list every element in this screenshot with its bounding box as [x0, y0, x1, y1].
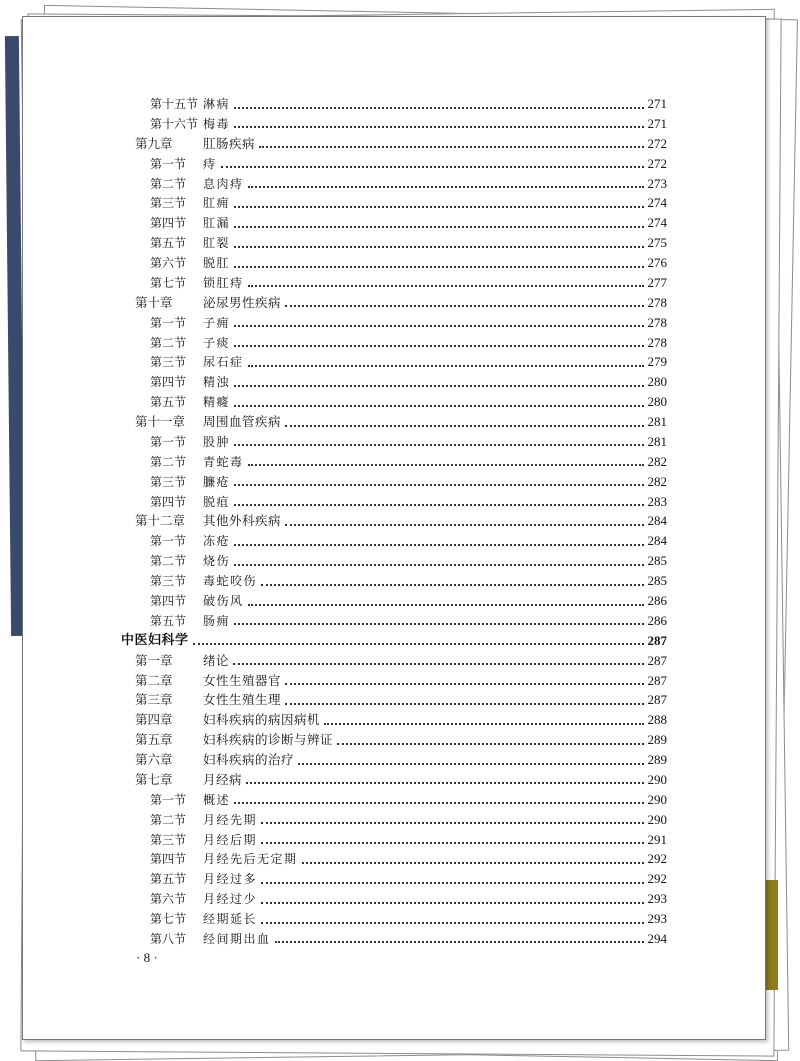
toc-entry-title: 概述 — [203, 792, 231, 807]
toc-entry — [150, 811, 667, 829]
toc-entry-page: 273 — [647, 175, 667, 191]
toc-entry-page: 278 — [647, 314, 667, 330]
toc-entry-page: 293 — [647, 891, 667, 907]
toc-entry — [150, 234, 667, 252]
dot-leader — [302, 861, 644, 864]
dot-leader — [234, 543, 643, 546]
toc-entry-title: 周围血管疾病 — [203, 414, 282, 430]
toc-entry-page: 294 — [647, 930, 667, 946]
toc-entry-title: 经期延长 — [203, 912, 258, 927]
toc-entry-page: 279 — [647, 354, 667, 370]
toc-entry-page: 288 — [647, 712, 667, 728]
toc-entry-title: 息肉痔 — [203, 176, 244, 191]
toc-entry-title: 精癃 — [203, 395, 231, 410]
toc-entry-page: 281 — [647, 433, 667, 449]
dot-leader — [285, 304, 643, 307]
toc-entry-page: 271 — [647, 115, 667, 131]
dot-leader — [248, 185, 644, 188]
toc-entry — [135, 691, 667, 709]
dot-leader — [193, 642, 644, 645]
toc-entry-page: 272 — [647, 135, 667, 151]
toc-entry — [135, 135, 667, 153]
toc-entry-page: 278 — [647, 334, 667, 350]
toc-entry-title: 中医妇科学 — [121, 632, 189, 648]
toc-entry-number: 第四节 — [150, 594, 187, 608]
dot-leader — [337, 742, 643, 745]
toc-entry-page: 280 — [647, 374, 667, 390]
dot-leader — [234, 125, 643, 128]
dot-leader — [234, 205, 643, 208]
toc-entry-number: 第八节 — [150, 931, 187, 946]
toc-entry-page: 271 — [647, 96, 667, 111]
dot-leader — [261, 881, 643, 884]
toc-entry-number: 第三节 — [150, 474, 187, 489]
toc-entry-title: 尿石症 — [203, 355, 244, 370]
book-cover-edge — [766, 880, 778, 990]
toc-entry-number: 第一节 — [150, 792, 187, 807]
toc-entry-number: 第二节 — [150, 554, 187, 569]
toc-entry-page: 291 — [647, 831, 667, 847]
dot-leader — [298, 762, 643, 765]
toc-entry-title: 脱疽 — [203, 494, 231, 509]
toc-entry-number: 第九章 — [135, 135, 173, 151]
toc-entry-number: 第三节 — [150, 832, 187, 847]
toc-entry-page: 289 — [647, 752, 667, 768]
toc-entry-title: 其他外科疾病 — [203, 513, 282, 529]
toc-entry-title: 肛痈 — [203, 196, 231, 211]
toc-entry — [150, 214, 667, 232]
toc-entry-number: 第七节 — [150, 912, 187, 927]
toc-entry-page: 290 — [647, 811, 667, 827]
toc-entry-title: 月经病 — [203, 771, 243, 787]
dot-leader — [234, 622, 643, 625]
toc-entry-title: 烧伤 — [203, 554, 231, 569]
toc-entry-number: 第三节 — [150, 355, 187, 370]
toc-entry — [150, 95, 667, 113]
page-number: · 8 · — [136, 950, 158, 965]
toc-entry-number: 第四节 — [150, 494, 187, 509]
dot-leader — [221, 165, 644, 168]
toc-entry — [150, 791, 667, 809]
toc-entry-number: 第一节 — [150, 156, 187, 171]
toc-entry-page: 286 — [647, 593, 667, 608]
toc-entry — [135, 672, 667, 690]
toc-entry-page: 276 — [647, 255, 667, 271]
toc-entry-number: 第五节 — [150, 395, 187, 410]
toc-entry-page: 285 — [647, 553, 667, 569]
toc-entry-page: 280 — [647, 394, 667, 410]
toc-entry-number: 第七节 — [150, 275, 187, 290]
toc-entry-page: 278 — [647, 294, 667, 310]
toc-entry-number: 第五节 — [150, 872, 187, 887]
toc-entry-page: 283 — [647, 493, 667, 509]
toc-entry — [121, 632, 667, 650]
toc-entry-number: 第十六节 — [150, 116, 199, 131]
toc-entry-number: 第四节 — [150, 375, 187, 390]
toc-entry-title: 女性生殖生理 — [203, 692, 282, 708]
dot-leader — [248, 463, 644, 466]
toc-entry-number: 第五节 — [150, 236, 187, 251]
dot-leader — [285, 424, 643, 427]
toc-entry — [135, 711, 667, 729]
toc-entry-title: 月经过少 — [203, 892, 258, 907]
dot-leader — [285, 682, 643, 685]
toc-entry — [150, 532, 667, 550]
toc-entry — [150, 910, 667, 928]
toc-entry-title: 妇科疾病的病因病机 — [203, 712, 321, 728]
toc-entry-title: 妇科疾病的治疗 — [203, 752, 295, 768]
toc-entry — [135, 652, 667, 670]
toc-entry-page: 281 — [647, 414, 667, 430]
toc-entry-title: 痔 — [203, 156, 217, 171]
toc-entry-title: 妇科疾病的诊断与辨证 — [203, 732, 334, 748]
toc-entry-number: 第十章 — [135, 294, 173, 310]
toc-entry-page: 284 — [647, 533, 667, 549]
toc-entry-number: 第一章 — [135, 652, 173, 668]
toc-entry — [150, 592, 667, 610]
toc-entry-title: 月经先后无定期 — [203, 852, 298, 867]
toc-entry-page: 274 — [647, 195, 667, 211]
toc-entry-page: 287 — [647, 672, 667, 688]
toc-entry-page: 287 — [647, 692, 667, 708]
toc-entry-title: 青蛇毒 — [203, 454, 244, 469]
toc-entry-number: 第七章 — [135, 771, 173, 787]
toc-entry-number: 第二节 — [150, 454, 187, 469]
dot-leader — [259, 145, 643, 148]
dot-leader — [234, 801, 643, 804]
toc-entry-number: 第一节 — [150, 434, 187, 449]
toc-entry — [150, 155, 667, 173]
toc-entry-title: 经间期出血 — [203, 931, 271, 946]
toc-entry-title: 月经先期 — [203, 812, 258, 827]
toc-entry — [135, 771, 667, 789]
dot-leader — [234, 483, 643, 486]
dot-leader — [246, 781, 643, 784]
toc-entry-title: 月经后期 — [203, 832, 258, 847]
toc-entry — [150, 890, 667, 908]
toc-entry-number: 第一节 — [150, 534, 187, 549]
dot-leader — [234, 265, 643, 268]
toc-entry-page: 290 — [647, 771, 667, 787]
toc-entry-title: 泌尿男性疾病 — [203, 294, 282, 310]
toc-entry-page: 282 — [647, 453, 667, 469]
toc-entry — [150, 612, 667, 630]
dot-leader — [324, 722, 643, 725]
dot-leader — [234, 384, 643, 387]
toc-entry-number: 第三节 — [150, 574, 187, 589]
toc-entry-number: 第六章 — [135, 752, 173, 768]
toc-entry-page: 274 — [647, 215, 667, 231]
dot-leader — [234, 443, 643, 446]
toc-entry-number: 第六节 — [150, 892, 187, 907]
toc-entry-number: 第四节 — [150, 852, 187, 867]
toc-entry — [150, 194, 667, 212]
toc-entry — [150, 254, 667, 272]
toc-entry-page: 290 — [647, 791, 667, 807]
toc-entry — [135, 294, 667, 312]
dot-leader — [261, 821, 643, 824]
toc-entry-title: 肠痈 — [203, 613, 231, 628]
toc-entry-title: 绪论 — [203, 652, 230, 668]
toc-entry — [135, 413, 667, 431]
toc-entry-title: 肛肠疾病 — [203, 135, 256, 151]
toc-entry-number: 第四节 — [150, 216, 187, 231]
toc-entry-number: 第三节 — [150, 196, 187, 211]
toc-entry-page: 287 — [647, 632, 667, 648]
dot-leader — [234, 324, 643, 327]
toc-entry-number: 第一节 — [150, 315, 187, 330]
toc-entry-title: 破伤风 — [203, 594, 244, 608]
toc-entry — [150, 334, 667, 352]
toc-entry-title: 脱肛 — [203, 256, 231, 271]
toc-entry — [150, 274, 667, 292]
dot-leader — [234, 563, 643, 566]
toc-entry-number: 第五章 — [135, 732, 173, 748]
toc-entry-page: 277 — [647, 274, 667, 290]
toc-entry-title: 子痰 — [203, 335, 231, 350]
toc-entry-title: 女性生殖器官 — [203, 672, 282, 688]
toc-entry-title: 淋病 — [203, 97, 231, 111]
toc-entry-page: 289 — [647, 732, 667, 748]
toc-entry-title: 肛漏 — [203, 216, 231, 231]
dot-leader — [261, 841, 643, 844]
toc-entry-page: 282 — [647, 473, 667, 489]
toc-entry-title: 子痈 — [203, 315, 231, 330]
dot-leader — [261, 921, 643, 924]
toc-entry — [150, 831, 667, 849]
toc-entry-page: 287 — [647, 652, 667, 668]
toc-entry-title: 肛裂 — [203, 236, 231, 251]
toc-entry-title: 毒蛇咬伤 — [203, 574, 258, 589]
toc-entry-number: 第二节 — [150, 335, 187, 350]
toc-entry — [150, 453, 667, 471]
toc-entry — [135, 731, 667, 749]
dot-leader — [233, 662, 643, 665]
toc-entry-page: 293 — [647, 911, 667, 927]
toc-entry-number: 第十二章 — [135, 513, 186, 529]
dot-leader — [234, 106, 643, 109]
toc-entry — [150, 314, 667, 332]
toc-entry-number: 第十五节 — [150, 97, 199, 111]
toc-entry-title: 冻疮 — [203, 534, 231, 549]
toc-entry-title: 精浊 — [203, 375, 231, 390]
toc-entry — [135, 751, 667, 769]
dot-leader — [248, 364, 644, 367]
toc-entry — [150, 473, 667, 491]
dot-leader — [261, 583, 643, 586]
toc-page — [22, 16, 766, 1040]
dot-leader — [248, 284, 644, 287]
toc-entry — [150, 393, 667, 411]
toc-entry — [150, 930, 667, 948]
toc-entry-number: 第二节 — [150, 176, 187, 191]
dot-leader — [261, 901, 643, 904]
dot-leader — [275, 940, 644, 943]
toc-entry-page: 286 — [647, 612, 667, 628]
toc-entry — [135, 512, 667, 530]
toc-entry — [150, 433, 667, 451]
toc-entry — [150, 373, 667, 391]
toc-entry — [150, 175, 667, 193]
dot-leader — [285, 702, 643, 705]
toc-entry-title: 月经过多 — [203, 872, 258, 887]
toc-entry-page: 292 — [647, 851, 667, 867]
toc-entry-page: 284 — [647, 513, 667, 529]
toc-entry-number: 第二节 — [150, 812, 187, 827]
dot-leader — [285, 523, 643, 526]
toc-entry-title: 臁疮 — [203, 474, 231, 489]
toc-entry-number: 第十一章 — [135, 414, 186, 430]
toc-entry-title: 股肿 — [203, 434, 231, 449]
toc-entry-number: 第二章 — [135, 672, 173, 688]
toc-entry-number: 第三章 — [135, 692, 173, 708]
dot-leader — [234, 225, 643, 228]
toc-entry-page: 275 — [647, 235, 667, 251]
dot-leader — [234, 344, 643, 347]
toc-entry-page: 292 — [647, 871, 667, 887]
toc-entry-title: 锁肛痔 — [203, 275, 244, 290]
dot-leader — [248, 603, 644, 606]
toc-entry-number: 第五节 — [150, 613, 187, 628]
toc-entry-number: 第四章 — [135, 712, 173, 728]
toc-entry — [150, 850, 667, 868]
dot-leader — [234, 245, 643, 248]
toc-entry — [150, 552, 667, 570]
toc-entry — [150, 115, 667, 133]
toc-entry — [150, 493, 667, 511]
toc-entry-page: 285 — [647, 573, 667, 589]
toc-entry — [150, 870, 667, 888]
toc-entry-page: 272 — [647, 155, 667, 171]
toc-entry — [150, 353, 667, 371]
toc-entry-number: 第六节 — [150, 256, 187, 271]
toc-entry — [150, 572, 667, 590]
toc-entry-title: 梅毒 — [203, 116, 231, 131]
dot-leader — [234, 404, 643, 407]
dot-leader — [234, 503, 643, 506]
